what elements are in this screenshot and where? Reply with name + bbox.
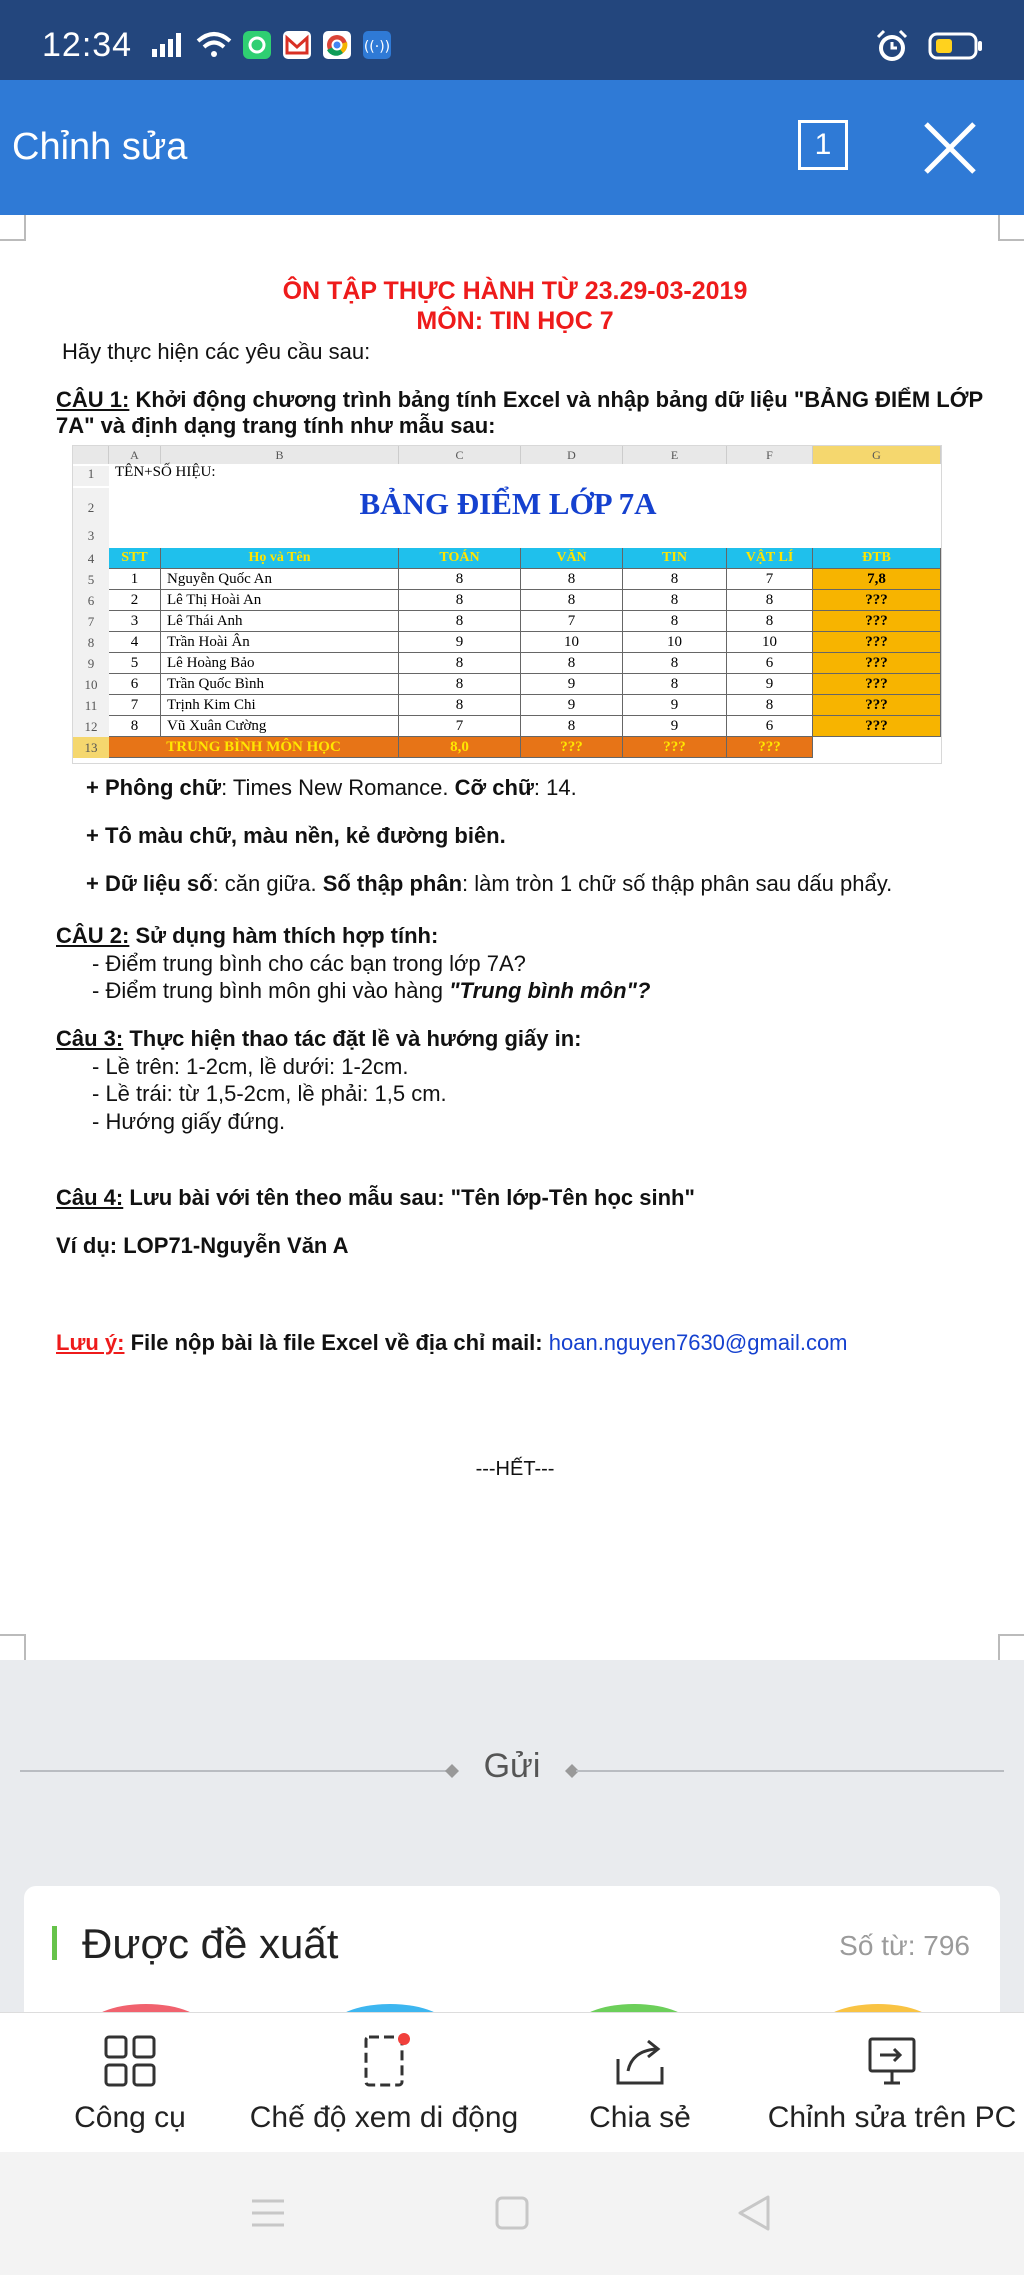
q3-label: Câu 3: <box>56 1026 124 1051</box>
q1-text: Khởi động chương trình bảng tính Excel và nhập bảng dữ liệu "BẢNG ĐIỂM LỚP <box>129 387 984 412</box>
page-corner-mark <box>998 1634 1024 1660</box>
row-number: 1 <box>73 466 109 486</box>
sheet-data-cell: 8 <box>521 653 623 674</box>
grid-tools-icon <box>100 2031 160 2091</box>
sheet-data-cell: 3 <box>109 611 161 632</box>
divider-right <box>576 1770 1004 1772</box>
sheet-data-cell: 8 <box>727 590 813 611</box>
sheet-avg-cell: ??? <box>623 737 727 758</box>
sheet-data-cell: ??? <box>813 611 941 632</box>
col-header: C <box>399 446 521 464</box>
sheet-data-cell: 10 <box>521 632 623 653</box>
sheet-data-cell: 8 <box>399 611 521 632</box>
share-icon <box>610 2031 670 2091</box>
col-header: D <box>521 446 623 464</box>
row-number: 5 <box>73 569 109 590</box>
accent-bar <box>52 1926 57 1960</box>
page-corner-mark <box>998 215 1024 241</box>
row-number: 11 <box>73 695 109 716</box>
word-count: Số từ: 796 <box>839 1930 970 1961</box>
row-number: 6 <box>73 590 109 611</box>
sheet-avg-cell: ??? <box>727 737 813 758</box>
home-icon[interactable] <box>494 2195 530 2231</box>
status-time: 12:34 <box>42 26 133 64</box>
question-4 <box>56 1185 695 1211</box>
sheet-data-cell: 8 <box>399 695 521 716</box>
sheet-data-cell: 8 <box>623 611 727 632</box>
sheet-data-cell: 6 <box>727 716 813 737</box>
sheet-data-cell: 8 <box>623 653 727 674</box>
format-size-label: Cỡ chữ <box>454 775 534 800</box>
app-bar <box>0 80 1024 215</box>
format-color-line: + Tô màu chữ, màu nền, kẻ đường biên. <box>86 823 506 848</box>
sheet-data-cell: 9 <box>623 716 727 737</box>
q4-text: Lưu bài với tên theo mẫu sau: "Tên lớp-Tên học sinh" <box>123 1185 695 1210</box>
sheet-data-cell: 2 <box>109 590 161 611</box>
sheet-data-cell: Trần Hoài Ân <box>161 632 399 653</box>
sheet-data-cell: 8 <box>623 590 727 611</box>
sheet-data-cell: 1 <box>109 569 161 590</box>
question-2 <box>56 923 438 949</box>
q2-item-2-em: "Trung bình môn"? <box>449 978 651 1003</box>
sheet-data-cell: Trần Quốc Bình <box>161 674 399 695</box>
sheet-data-cell: 9 <box>521 695 623 716</box>
sheet-header-cell: ĐTB <box>813 548 941 569</box>
sheet-data-cell: 7 <box>521 611 623 632</box>
sheet-data-cell: 10 <box>727 632 813 653</box>
row-number: 13 <box>73 737 109 758</box>
sheet-data-cell: 9 <box>623 695 727 716</box>
question-3 <box>56 1026 581 1052</box>
send-button[interactable]: Gửi <box>483 1747 541 1785</box>
sheet-avg-label: TRUNG BÌNH MÔN HỌC <box>109 737 399 758</box>
suggested-title: Được đề xuất <box>82 1920 339 1967</box>
sheet-data-cell: ??? <box>813 716 941 737</box>
sheet-data-cell: 8 <box>109 716 161 737</box>
sheet-data-cell: 6 <box>727 653 813 674</box>
sheet-data-cell: 9 <box>521 674 623 695</box>
document-title-line2: MÔN: TIN HỌC 7 <box>416 307 614 335</box>
row-number: 3 <box>73 528 109 548</box>
q2-item-2 <box>92 978 650 1004</box>
q2-label: CÂU 2: <box>56 923 130 948</box>
row-number: 7 <box>73 611 109 632</box>
sheet-header-cell: Họ và Tên <box>161 548 399 569</box>
row-number: 9 <box>73 653 109 674</box>
sheet-data-cell: 8 <box>399 653 521 674</box>
sheet-data-cell: 6 <box>109 674 161 695</box>
col-header: F <box>727 446 813 464</box>
sheet-data-cell: ??? <box>813 674 941 695</box>
notification-app-icon <box>362 30 392 60</box>
sheet-header-cell: TOÁN <box>399 548 521 569</box>
sheet-data-cell: 7 <box>399 716 521 737</box>
note-text: File nộp bài là file Excel về địa chỉ mail: <box>124 1330 549 1355</box>
format-decimal-value: : làm tròn 1 chữ số thập phân sau dấu phẩy. <box>462 871 893 896</box>
q2-text: Sử dụng hàm thích hợp tính: <box>129 923 439 948</box>
sheet-data-cell: 8 <box>623 674 727 695</box>
system-nav-bar <box>0 2152 1024 2275</box>
sheet-data-cell: Lê Thị Hoài An <box>161 590 399 611</box>
row-number: 4 <box>73 548 109 569</box>
page-corner-mark <box>0 215 26 241</box>
sheet-header-cell: TIN <box>623 548 727 569</box>
share-label: Chia sẻ <box>589 2101 691 2134</box>
sheet-data-cell: 8 <box>399 590 521 611</box>
row-number: 8 <box>73 632 109 653</box>
sheet-data-cell: 8 <box>399 569 521 590</box>
sheet-data-cell: 7 <box>727 569 813 590</box>
format-data-value: : căn giữa. <box>212 871 323 896</box>
q2-item-1: - Điểm trung bình cho các bạn trong lớp 7A? <box>92 951 526 976</box>
format-size-value: : 14. <box>533 775 577 800</box>
sheet-data-cell: Trịnh Kim Chi <box>161 695 399 716</box>
sheet-data-cell: ??? <box>813 590 941 611</box>
sheet-data-cell: ??? <box>813 695 941 716</box>
bottom-toolbar <box>0 2012 1024 2153</box>
question-1 <box>56 387 983 413</box>
note-email-link[interactable]: hoan.nguyen7630@gmail.com <box>548 1330 848 1355</box>
format-data-line <box>86 871 892 897</box>
sheet-data-cell: 9 <box>399 632 521 653</box>
format-font-line <box>86 775 577 801</box>
q3-item-1: - Lề trên: 1-2cm, lề dưới: 1-2cm. <box>92 1054 409 1079</box>
sheet-avg-cell: ??? <box>521 737 623 758</box>
sheet-data-cell: Lê Thái Anh <box>161 611 399 632</box>
spreadsheet-image <box>72 445 942 764</box>
q2-item-2-prefix: - Điểm trung bình môn ghi vào hàng <box>92 978 450 1003</box>
chat-app-icon <box>242 30 272 60</box>
sheet-data-cell: 4 <box>109 632 161 653</box>
corner-header <box>73 446 109 464</box>
note-label: Lưu ý: <box>56 1330 125 1355</box>
sheet-data-cell: 7,8 <box>813 569 941 590</box>
sheet-data-cell: 8 <box>521 716 623 737</box>
sheet-data-cell: 9 <box>727 674 813 695</box>
document-title-line1: ÔN TẬP THỰC HÀNH TỪ 23.29-03-2019 <box>282 277 748 305</box>
format-font-label: + Phông chữ <box>86 775 222 800</box>
status-right <box>874 28 984 64</box>
edit-on-pc-label: Chỉnh sửa trên PC <box>767 2101 1017 2134</box>
monitor-icon <box>862 2031 922 2091</box>
page-corner-mark <box>0 1634 26 1660</box>
sheet-data-cell: 8 <box>727 611 813 632</box>
sheet-data-cell: 8 <box>623 569 727 590</box>
mobile-view-button[interactable] <box>244 2013 524 2153</box>
q3-item-2: - Lề trái: từ 1,5-2cm, lề phải: 1,5 cm. <box>92 1081 447 1106</box>
app-bar-title: Chỉnh sửa <box>12 126 188 168</box>
q3-item-3: - Hướng giấy đứng. <box>92 1109 286 1134</box>
chrome-icon <box>322 30 352 60</box>
q4-label: Câu 4: <box>56 1185 124 1210</box>
mobile-view-label: Chế độ xem di động <box>249 2101 519 2134</box>
tools-label: Công cụ <box>74 2101 186 2134</box>
sheet-header-cell: STT <box>109 548 161 569</box>
status-icons <box>150 30 392 60</box>
tools-button[interactable] <box>30 2013 230 2153</box>
back-icon[interactable] <box>736 2194 772 2232</box>
format-decimal-label: Số thập phân <box>322 871 463 896</box>
sheet-data-cell: Lê Hoàng Bảo <box>161 653 399 674</box>
sheet-header-cell: VĂN <box>521 548 623 569</box>
svg-text:((·)): ((·)) <box>363 39 391 55</box>
q3-text: Thực hiện thao tác đặt lề và hướng giấy in: <box>123 1026 582 1051</box>
row-number: 2 <box>73 488 109 528</box>
sheet-title: BẢNG ĐIỂM LỚP 7A <box>359 486 657 521</box>
sheet-data-cell: 7 <box>109 695 161 716</box>
note-line <box>56 1330 848 1356</box>
sheet-data-cell: Nguyễn Quốc An <box>161 569 399 590</box>
sheet-data-cell: 10 <box>623 632 727 653</box>
alarm-icon <box>874 28 910 64</box>
col-header: B <box>161 446 399 464</box>
share-button[interactable] <box>540 2013 740 2153</box>
sheet-header-cell: VẬT LÍ <box>727 548 813 569</box>
sheet-data-cell: ??? <box>813 653 941 674</box>
edit-on-pc-button[interactable] <box>760 2013 1024 2153</box>
sheet-data-cell: 8 <box>521 569 623 590</box>
format-font-value: : Times New Romance. <box>221 775 455 800</box>
sheet-a1-cell: TÊN+SỐ HIỆU: <box>115 464 216 480</box>
sheet-avg-cell: 8,0 <box>399 737 521 758</box>
sheet-data-cell: 8 <box>521 590 623 611</box>
row-number: 12 <box>73 716 109 737</box>
sheet-data-cell: Vũ Xuân Cường <box>161 716 399 737</box>
sheet-data-cell: 8 <box>727 695 813 716</box>
menu-icon[interactable] <box>250 2197 286 2229</box>
wifi-icon <box>196 31 232 59</box>
col-header: E <box>623 446 727 464</box>
mobile-view-icon <box>354 2031 414 2091</box>
question-1-cont: 7A" và định dạng trang tính như mẫu sau: <box>56 413 496 438</box>
col-header: G <box>813 446 941 464</box>
close-icon[interactable] <box>918 116 982 180</box>
col-header: A <box>109 446 161 464</box>
signal-icon <box>150 31 186 59</box>
page-count-button[interactable]: 1 <box>798 120 848 170</box>
sheet-data-cell: ??? <box>813 632 941 653</box>
gmail-icon <box>282 30 312 60</box>
row-number: 10 <box>73 674 109 695</box>
format-data-label: + Dữ liệu số <box>86 871 213 896</box>
battery-icon <box>928 31 984 61</box>
intro-text: Hãy thực hiện các yêu cầu sau: <box>62 339 371 364</box>
example-line: Ví dụ: LOP71-Nguyễn Văn A <box>56 1233 349 1258</box>
document-page[interactable] <box>0 215 1024 1660</box>
q1-label: CÂU 1: <box>56 387 130 412</box>
status-bar <box>0 0 1024 80</box>
sheet-data-cell: 8 <box>399 674 521 695</box>
sheet-data-cell: 5 <box>109 653 161 674</box>
end-marker: ---HẾT--- <box>475 1458 555 1480</box>
